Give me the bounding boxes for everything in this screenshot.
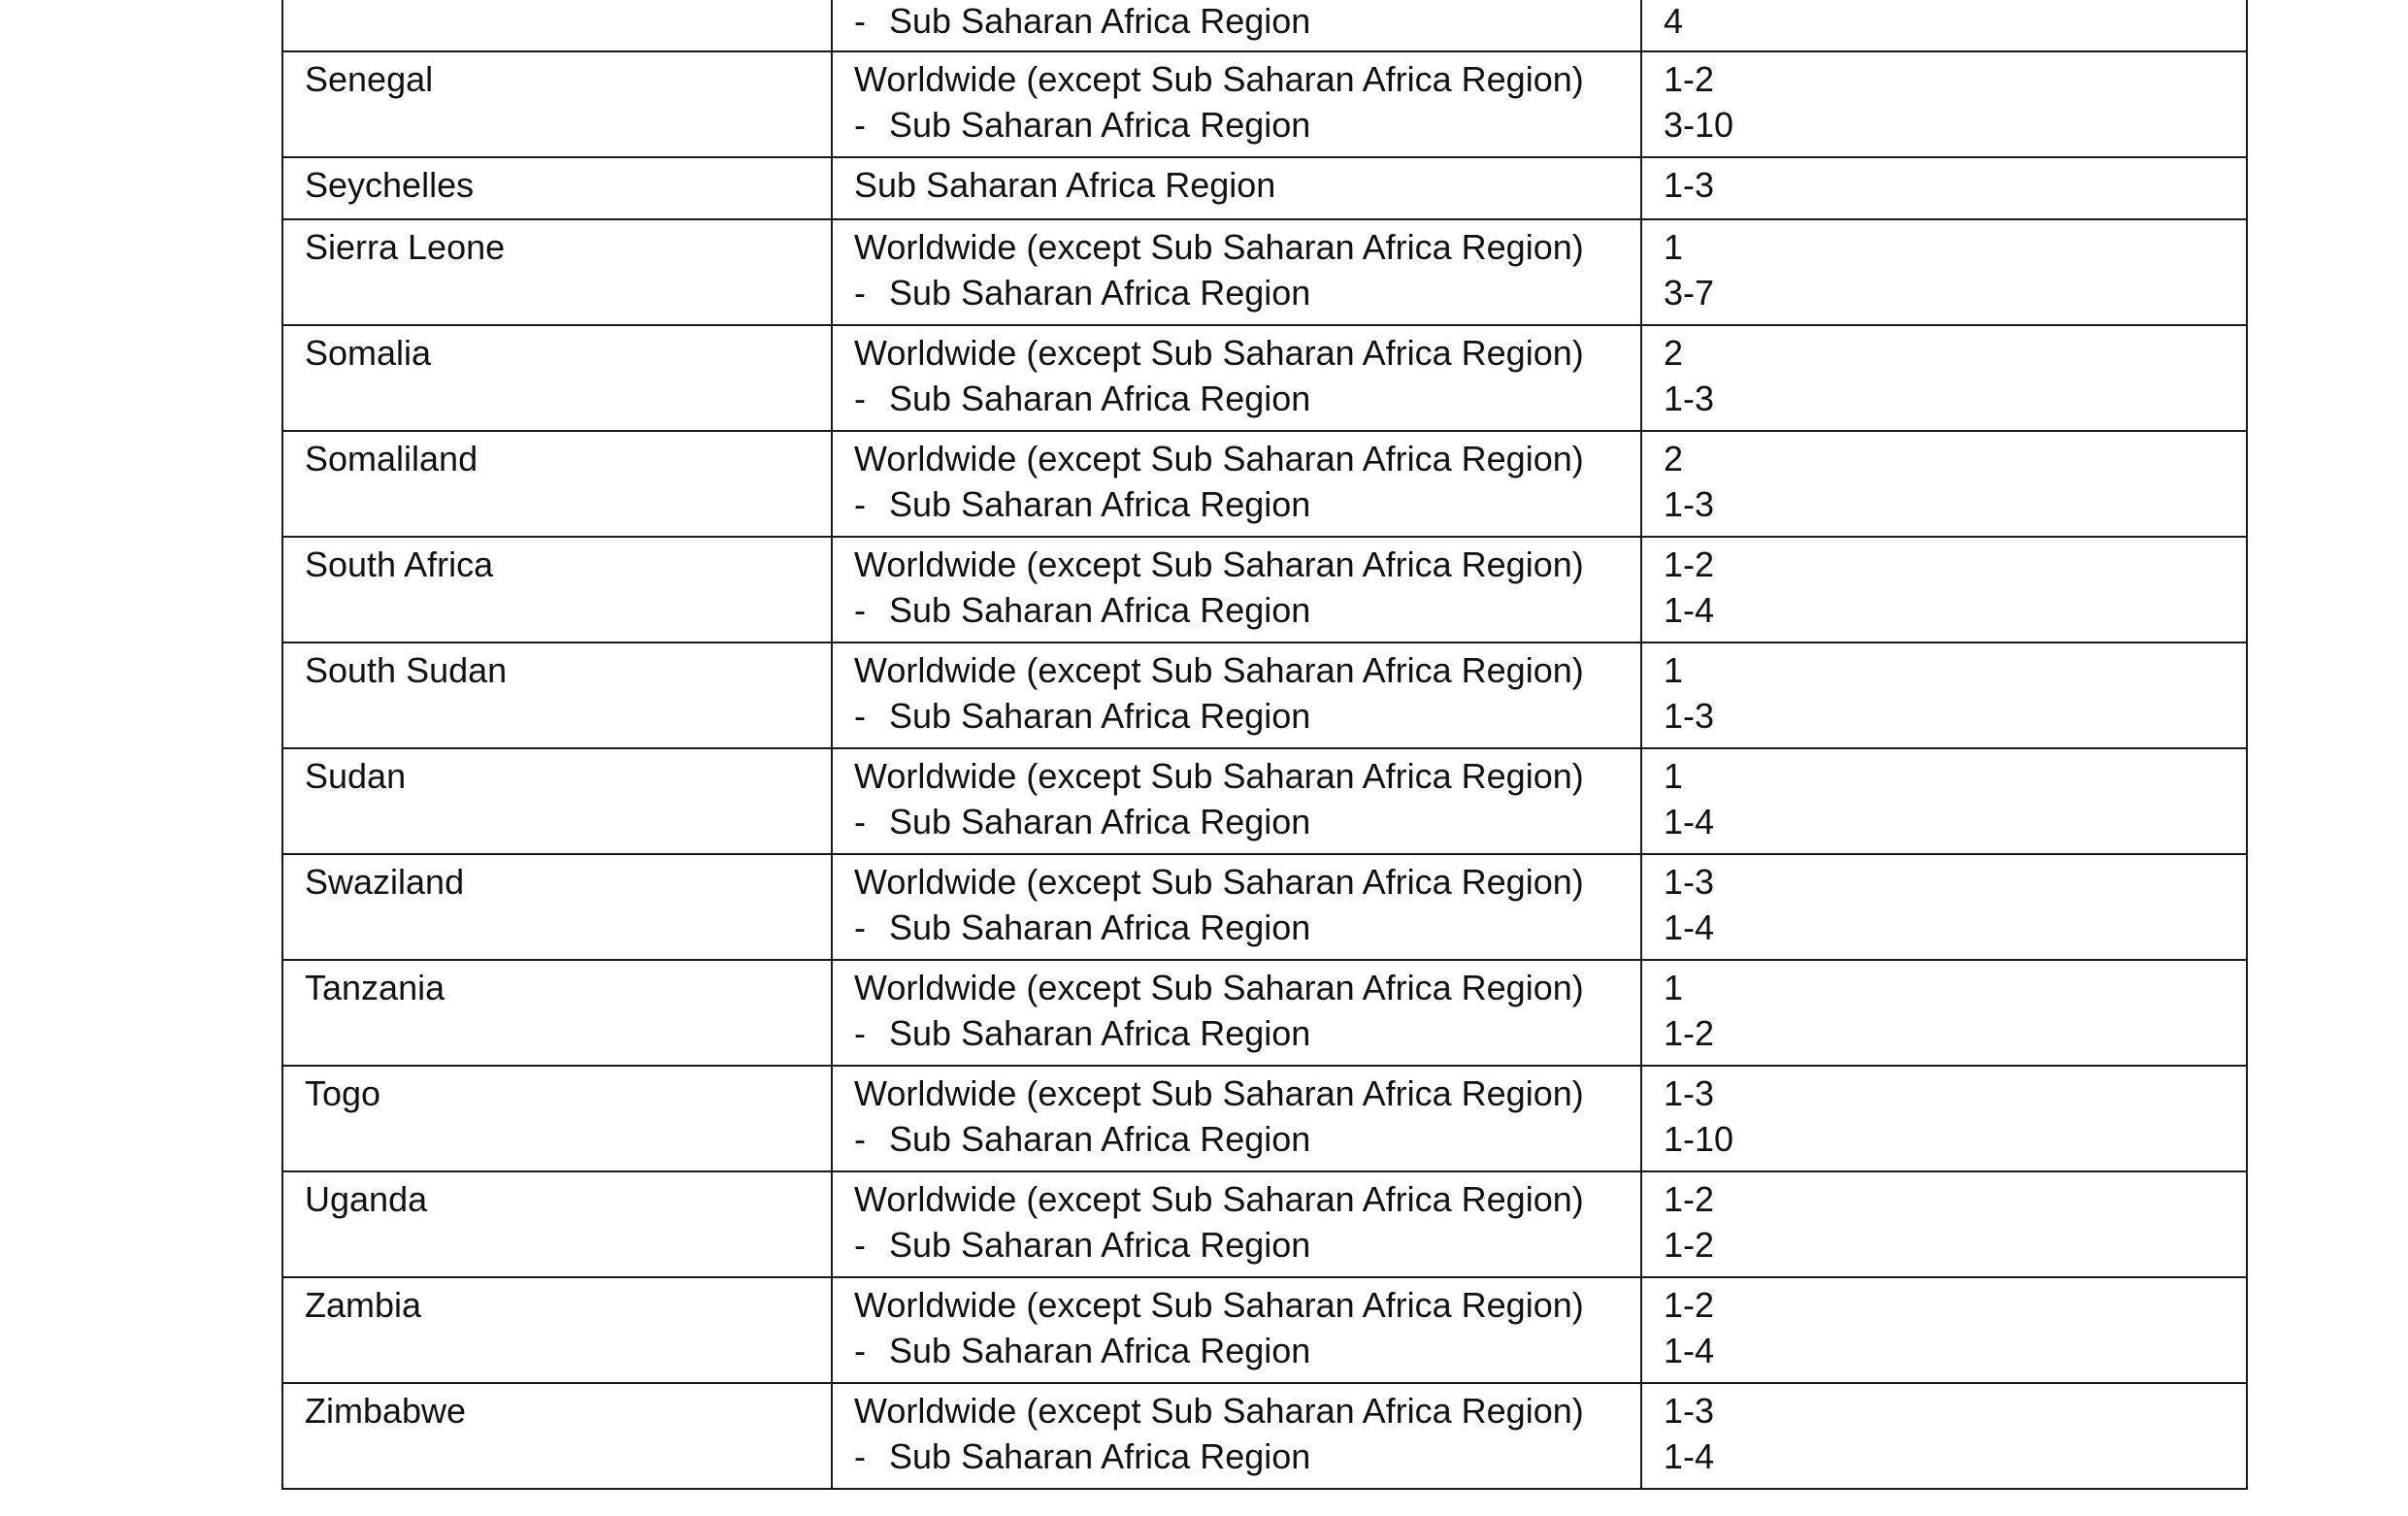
country-cell: [282, 1066, 832, 1171]
region-line-2: [854, 799, 1619, 844]
value-line-1: 1: [1664, 650, 1684, 690]
region-line-2: [854, 1222, 1619, 1268]
value-cell: [1641, 1383, 2247, 1489]
region-cell: [832, 1066, 1641, 1171]
value-line-2: 1-4: [1664, 907, 1715, 947]
value-line-2: 1-3: [1664, 484, 1715, 524]
value-line-2: 1-4: [1664, 802, 1715, 841]
region-line-2: [854, 270, 1619, 315]
region-text: Sub Saharan Africa Region: [889, 1013, 1311, 1053]
table-body: [282, 0, 2247, 1489]
region-cell: [832, 219, 1641, 325]
region-text: Sub Saharan Africa Region: [889, 379, 1311, 418]
value-line-2: 1-4: [1664, 590, 1715, 630]
region-line-1: Worldwide (except Sub Saharan Africa Region): [854, 862, 1584, 902]
value-line-2: 3-10: [1664, 105, 1734, 145]
value-cell: [1641, 431, 2247, 537]
dash-marker: -: [854, 1331, 866, 1370]
table-row: [282, 157, 2247, 219]
value-line-1: 1-2: [1664, 1179, 1715, 1219]
region-cell: [832, 537, 1641, 643]
table-row: [282, 1066, 2247, 1171]
value-cell: [1641, 537, 2247, 643]
country-cell: [282, 1277, 832, 1383]
region-text: Sub Saharan Africa Region: [889, 907, 1311, 947]
country-cell: [282, 157, 832, 219]
value-line-1: 1: [1664, 227, 1684, 267]
region-cell: [832, 1383, 1641, 1489]
value-line-2: 1-2: [1664, 1013, 1715, 1053]
region-line-2: [854, 0, 1619, 44]
region-cell: [832, 960, 1641, 1066]
country-region-table: [281, 0, 2248, 1490]
value-cell: [1641, 1277, 2247, 1383]
region-text: Sub Saharan Africa Region: [889, 105, 1311, 145]
region-line-2: [854, 376, 1619, 421]
region-line-1: Worldwide (except Sub Saharan Africa Region): [854, 1073, 1584, 1113]
country-name: Swaziland: [305, 862, 465, 902]
country-cell: [282, 51, 832, 157]
country-name: South Sudan: [305, 650, 508, 690]
region-cell: [832, 325, 1641, 431]
table-row: [282, 325, 2247, 431]
value-line-2: 1-3: [1664, 696, 1715, 736]
region-line-1: Worldwide (except Sub Saharan Africa Region): [854, 650, 1584, 690]
dash-marker: -: [854, 484, 866, 524]
dash-marker: -: [854, 1436, 866, 1476]
region-line-1: Worldwide (except Sub Saharan Africa Region): [854, 544, 1584, 584]
region-line-2: [854, 102, 1619, 148]
dash-marker: -: [854, 105, 866, 145]
dash-marker: -: [854, 273, 866, 313]
value-line-1: 1-2: [1664, 544, 1715, 584]
table-row: [282, 1277, 2247, 1383]
value-cell: [1641, 1066, 2247, 1171]
value-line-1: 1-3: [1664, 1073, 1715, 1113]
table-row: [282, 219, 2247, 325]
dash-marker: -: [854, 696, 866, 736]
country-cell: [282, 431, 832, 537]
dash-marker: -: [854, 1225, 866, 1265]
region-cell: [832, 1171, 1641, 1277]
country-cell: [282, 325, 832, 431]
table-row: [282, 1171, 2247, 1277]
dash-marker: -: [854, 1119, 866, 1159]
country-name: Somaliland: [305, 439, 478, 478]
dash-marker: -: [854, 590, 866, 630]
value-line-1: 1: [1664, 756, 1684, 796]
region-line-2: [854, 1434, 1619, 1479]
dash-marker: -: [854, 379, 866, 418]
country-name: South Africa: [305, 544, 494, 584]
value-line-2: 1-4: [1664, 1331, 1715, 1370]
country-name: Seychelles: [305, 165, 475, 205]
value-line-1: 1-2: [1664, 1285, 1715, 1325]
value-cell: [1641, 960, 2247, 1066]
table-row: [282, 1383, 2247, 1489]
country-cell: [282, 643, 832, 748]
region-cell: [832, 0, 1641, 51]
country-name: Tanzania: [305, 968, 445, 1007]
table-row: [282, 854, 2247, 960]
country-cell: [282, 1171, 832, 1277]
value-cell: [1641, 748, 2247, 854]
region-line-1: Worldwide (except Sub Saharan Africa Region): [854, 59, 1584, 99]
region-line-1: Worldwide (except Sub Saharan Africa Region): [854, 227, 1584, 267]
value-cell: [1641, 51, 2247, 157]
region-line-1: Worldwide (except Sub Saharan Africa Region): [854, 1391, 1584, 1431]
country-cell: [282, 748, 832, 854]
table-row: [282, 537, 2247, 643]
region-line-1: Worldwide (except Sub Saharan Africa Region): [854, 1285, 1584, 1325]
region-cell: [832, 431, 1641, 537]
country-name: Togo: [305, 1073, 381, 1113]
region-text: Sub Saharan Africa Region: [889, 1119, 1311, 1159]
value-line-2: 1-3: [1664, 379, 1715, 418]
value-cell: [1641, 1171, 2247, 1277]
region-line-1: Worldwide (except Sub Saharan Africa Region): [854, 1179, 1584, 1219]
region-text: Sub Saharan Africa Region: [889, 484, 1311, 524]
region-line-1: Sub Saharan Africa Region: [854, 165, 1276, 205]
country-cell: [282, 0, 832, 51]
value-cell: [1641, 219, 2247, 325]
country-cell: [282, 219, 832, 325]
region-cell: [832, 1277, 1641, 1383]
country-cell: [282, 537, 832, 643]
value-line-1: 1-3: [1664, 862, 1715, 902]
country-cell: [282, 854, 832, 960]
country-name: Zimbabwe: [305, 1391, 467, 1431]
region-line-2: [854, 481, 1619, 527]
table-row: [282, 0, 2247, 51]
value-line-1: 1-3: [1664, 1391, 1715, 1431]
region-text: Sub Saharan Africa Region: [889, 1331, 1311, 1370]
table-row: [282, 960, 2247, 1066]
region-text: Sub Saharan Africa Region: [889, 802, 1311, 841]
value-line-2: 3-7: [1664, 273, 1715, 313]
value-cell: [1641, 643, 2247, 748]
table-row: [282, 51, 2247, 157]
region-line-1: Worldwide (except Sub Saharan Africa Region): [854, 756, 1584, 796]
region-line-2: [854, 1328, 1619, 1373]
table-row: [282, 431, 2247, 537]
dash-marker: -: [854, 1, 866, 41]
region-line-1: Worldwide (except Sub Saharan Africa Region): [854, 439, 1584, 478]
value-line-2: 1-4: [1664, 1436, 1715, 1476]
region-cell: [832, 51, 1641, 157]
value-line-1: 2: [1664, 439, 1684, 478]
region-cell: [832, 748, 1641, 854]
dash-marker: -: [854, 1013, 866, 1053]
region-text: Sub Saharan Africa Region: [889, 1436, 1311, 1476]
region-line-1: Worldwide (except Sub Saharan Africa Region): [854, 333, 1584, 373]
table-row: [282, 748, 2247, 854]
country-name: Senegal: [305, 59, 434, 99]
country-name: Uganda: [305, 1179, 428, 1219]
region-text: Sub Saharan Africa Region: [889, 1, 1311, 41]
region-line-2: [854, 587, 1619, 633]
value-cell: [1641, 0, 2247, 51]
table-row: [282, 643, 2247, 748]
value-line-2: 1-10: [1664, 1119, 1734, 1159]
region-text: Sub Saharan Africa Region: [889, 1225, 1311, 1265]
region-line-2: [854, 1116, 1619, 1162]
region-text: Sub Saharan Africa Region: [889, 273, 1311, 313]
value-cell: [1641, 157, 2247, 219]
value-line-1: 2: [1664, 333, 1684, 373]
value-line-1: 1-2: [1664, 59, 1715, 99]
country-name: Sudan: [305, 756, 407, 796]
value-cell: [1641, 854, 2247, 960]
value-line-1: 1-3: [1664, 165, 1715, 205]
country-cell: [282, 1383, 832, 1489]
region-line-2: [854, 693, 1619, 739]
region-line-1: Worldwide (except Sub Saharan Africa Region): [854, 968, 1584, 1007]
dash-marker: -: [854, 907, 866, 947]
region-cell: [832, 157, 1641, 219]
region-text: Sub Saharan Africa Region: [889, 590, 1311, 630]
region-cell: [832, 854, 1641, 960]
country-name: Zambia: [305, 1285, 422, 1325]
value-line-2: 1-2: [1664, 1225, 1715, 1265]
value-cell: [1641, 325, 2247, 431]
region-cell: [832, 643, 1641, 748]
region-text: Sub Saharan Africa Region: [889, 696, 1311, 736]
country-name: Somalia: [305, 333, 432, 373]
country-cell: [282, 960, 832, 1066]
value-line-1: 1: [1664, 968, 1684, 1007]
dash-marker: -: [854, 802, 866, 841]
region-line-2: [854, 905, 1619, 950]
value-line-2: 4: [1664, 1, 1684, 41]
country-name: Sierra Leone: [305, 227, 506, 267]
region-line-2: [854, 1010, 1619, 1056]
